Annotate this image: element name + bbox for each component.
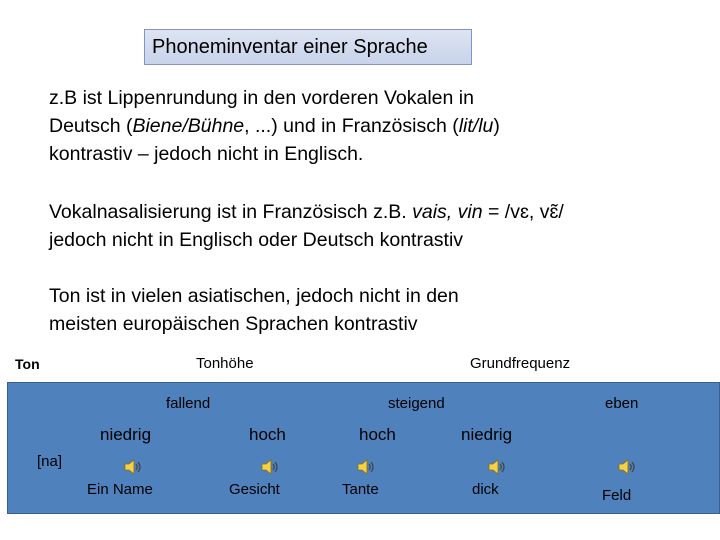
p1-example-german: Biene/Bühne	[132, 115, 245, 137]
contour-steigend: steigend	[388, 395, 445, 412]
p1-example-french: lit/lu	[458, 115, 494, 137]
p1-line2-a: Deutsch (	[49, 115, 133, 137]
p2-example: vais, vin	[412, 201, 483, 223]
meaning-gesicht: Gesicht	[229, 481, 280, 498]
p1-line2-e: )	[493, 115, 500, 137]
meaning-dick: dick	[472, 481, 499, 498]
syllable-na: [na]	[37, 453, 63, 470]
pitch-hoch-2: hoch	[359, 425, 396, 444]
speaker-icon[interactable]	[356, 457, 376, 477]
speaker-icon[interactable]	[260, 457, 280, 477]
pitch-niedrig-1: niedrig	[100, 425, 152, 444]
p2-line1-a: Vokalnasalisierung ist in Französisch z.B.	[49, 201, 413, 223]
p3-line2: meisten europäischen Sprachen kontrastiv	[49, 313, 418, 335]
p1-line2-c: , ...) und in Französisch (	[244, 115, 459, 137]
p2-line2: jedoch nicht in Englisch oder Deutsch kontrastiv	[49, 229, 464, 251]
grundfrequenz-label: Grundfrequenz	[470, 355, 571, 372]
meaning-feld: Feld	[602, 487, 632, 504]
p2-line1	[49, 198, 564, 226]
tonhoehe-label: Tonhöhe	[196, 355, 254, 372]
paragraph-nasalization	[49, 198, 564, 254]
contour-fallend: fallend	[166, 395, 211, 412]
ton-label: Ton	[15, 356, 40, 372]
meaning-tante: Tante	[342, 481, 379, 498]
paragraph-lip-rounding	[49, 84, 500, 168]
speaker-icon[interactable]	[617, 457, 637, 477]
contour-eben: eben	[605, 395, 639, 412]
meaning-ein-name: Ein Name	[87, 481, 153, 498]
p1-line3: kontrastiv – jedoch nicht in Englisch.	[49, 143, 364, 165]
p1-line2	[49, 112, 500, 140]
pitch-niedrig-2: niedrig	[461, 425, 513, 444]
p1-line1: z.B ist Lippenrundung in den vorderen Vokalen in	[49, 87, 474, 109]
speaker-icon[interactable]	[123, 457, 143, 477]
tone-example-panel	[7, 382, 720, 514]
pitch-hoch-1: hoch	[249, 425, 286, 444]
paragraph-tone	[49, 282, 459, 338]
p2-line1-c: = /vɛ, vɛ̃/	[482, 201, 564, 223]
slide-title: Phoneminventar einer Sprache	[152, 35, 428, 58]
slide-title-box	[144, 29, 472, 65]
p3-line1: Ton ist in vielen asiatischen, jedoch nicht in den	[49, 285, 459, 307]
speaker-icon[interactable]	[487, 457, 507, 477]
